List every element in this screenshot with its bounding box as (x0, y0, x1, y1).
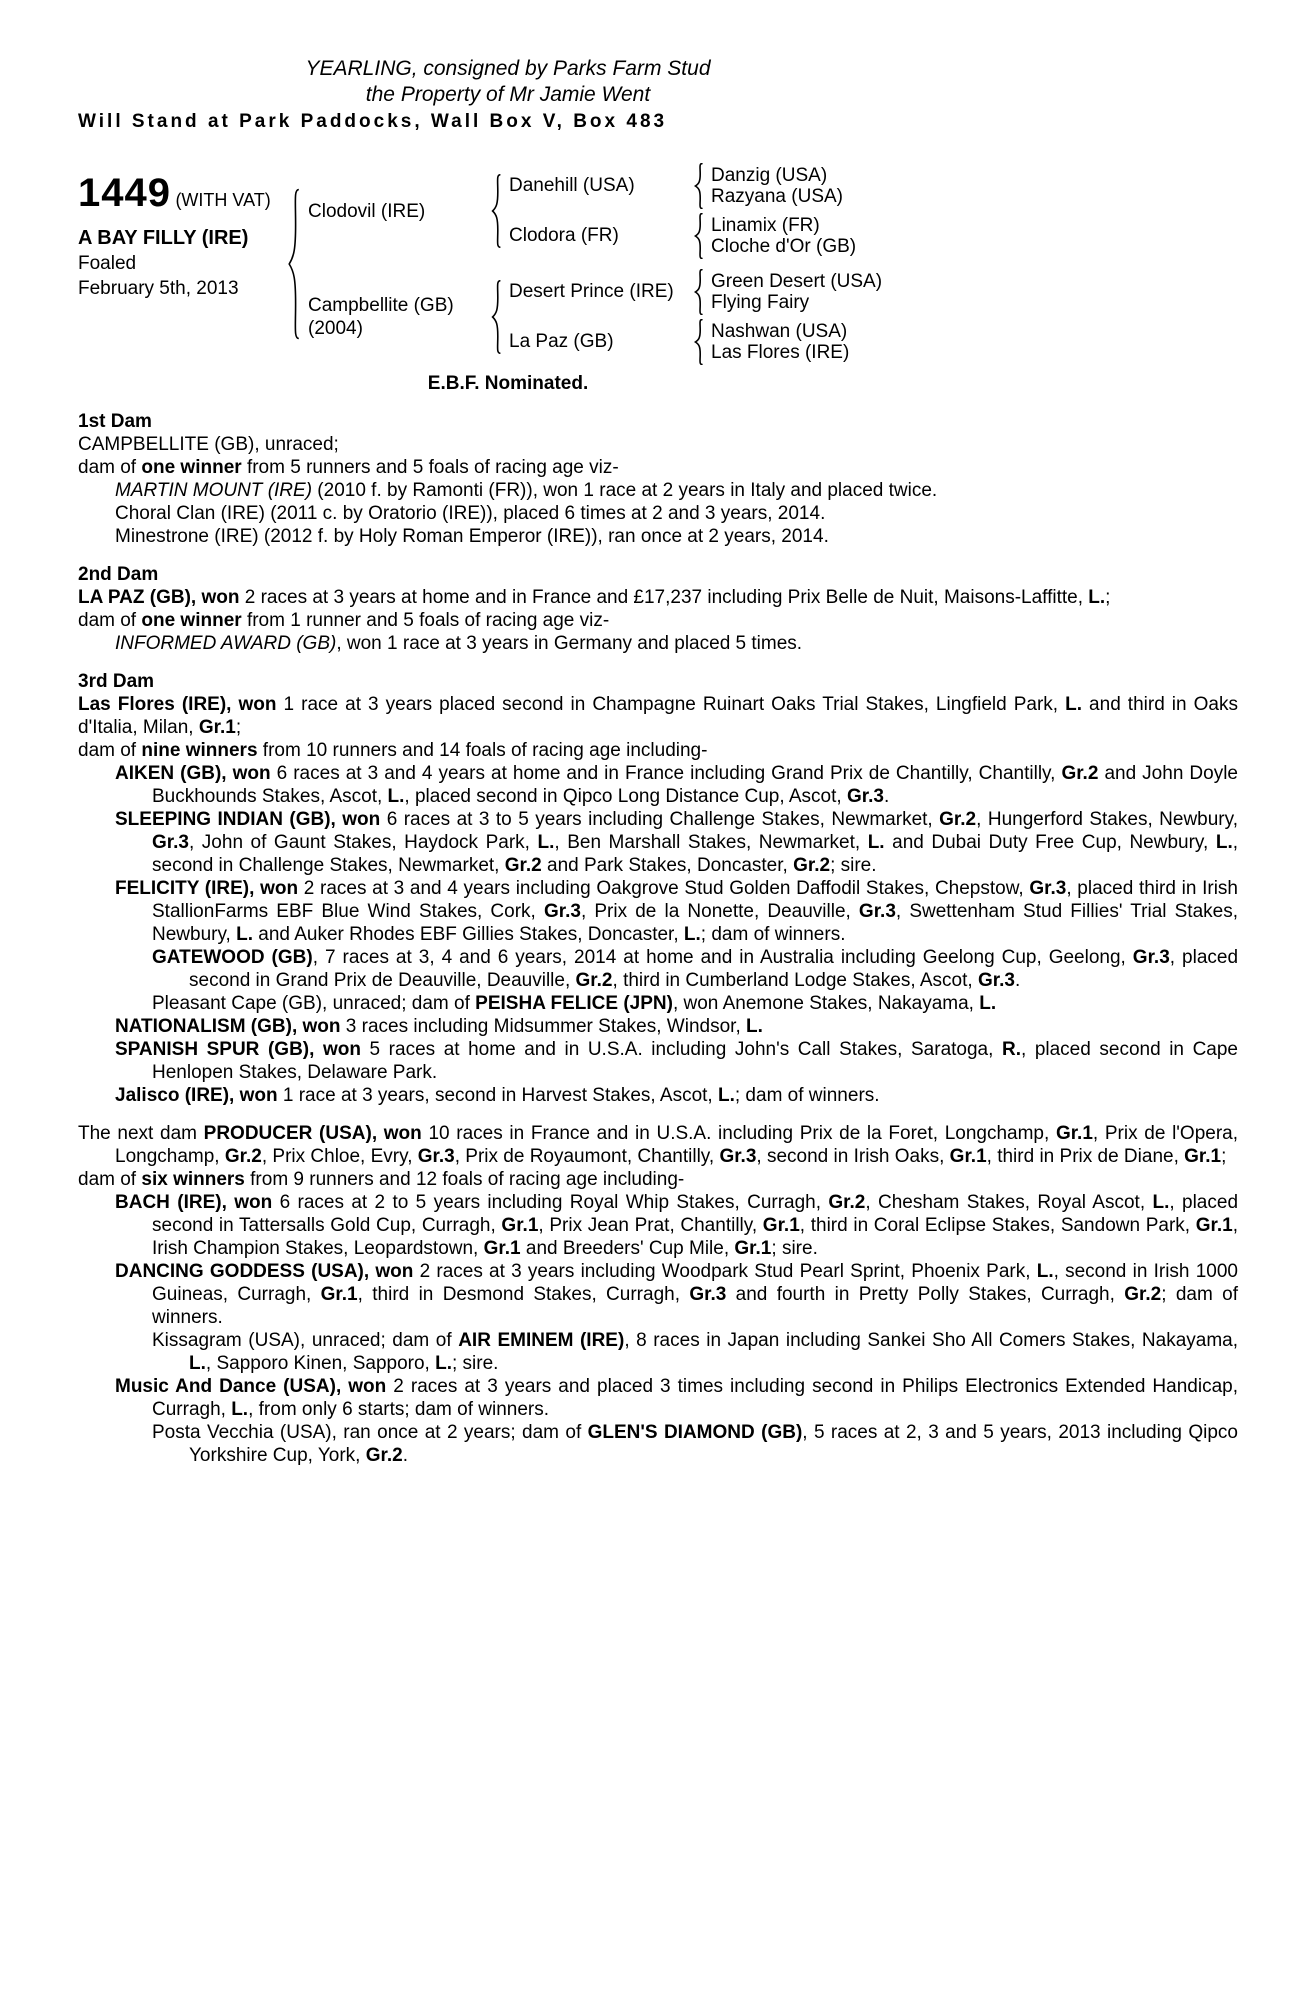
third-dam-section (78, 670, 1238, 1107)
progeny-sub-entry: Kissagram (USA), unraced; dam of AIR EMINEM (IRE), 8 races in Japan including Sankei Sho All Comers Stakes, Nakayama, L., Sapporo Kinen, Sapporo, L.; sire. (152, 1330, 1239, 1374)
progeny-entry: AIKEN (GB), won 6 races at 3 and 4 years at home and in France including Grand Prix de Chantilly, Chantilly, Gr.2 and John Doyle Buckhounds Stakes, Ascot, L., placed second in Qipco Long Distance Cup, Ascot, Gr.3. (115, 763, 1238, 807)
produce-summary-line: dam of nine winners from 10 runners and 14 foals of racing age including- (78, 740, 708, 761)
great-grandparent-name: Nashwan (USA) (711, 321, 848, 342)
lot-description: A BAY FILLY (IRE) (78, 227, 249, 249)
granddam-name: La Paz (GB) (509, 331, 614, 352)
sire-name: Clodovil (IRE) (308, 200, 426, 222)
progeny-sub-entry: Posta Vecchia (USA), ran once at 2 years; dam of GLEN'S DIAMOND (GB), 5 races at 2, 3 and 5 years, 2013 including Qipco Yorkshire Cup, York, Gr.2. (152, 1422, 1238, 1466)
progeny-entry: BACH (IRE), won 6 races at 2 to 5 years including Royal Whip Stakes, Curragh, Gr.2, Chesham Stakes, Royal Ascot, L., placed second in Tattersalls Gold Cup, Curragh, Gr.1, Prix Jean Prat, Chantilly, Gr.1, third in Coral Eclipse Stakes, Sandown Park, Gr.1, Irish Champion Stakes, Leopardstown, Gr.1 and Breeders' Cup Mile, Gr.1; sire. (115, 1192, 1239, 1259)
ebf-nominated-note: E.B.F. Nominated. (427, 373, 589, 394)
foaled-date: February 5th, 2013 (78, 278, 239, 299)
stand-location-line: Will Stand at Park Paddocks, Wall Box V, Box 483 (78, 111, 668, 132)
dam-year: (2004) (308, 318, 363, 339)
consignor-line: YEARLING, consigned by Parks Farm Stud (305, 57, 711, 80)
progeny-entry: INFORMED AWARD (GB), won 1 race at 3 years in Germany and placed 5 times. (115, 633, 803, 654)
progeny-entry: Jalisco (IRE), won 1 race at 3 years, second in Harvest Stakes, Ascot, L.; dam of winners. (115, 1085, 880, 1106)
catalogue-text (78, 410, 1238, 1467)
curly-brace-icon (286, 188, 302, 340)
grandparent-row (509, 213, 856, 259)
progeny-entry: DANCING GODDESS (USA), won 2 races at 3 years including Woodpark Stud Pearl Sprint, Phoenix Park, L., second in Irish 1000 Guineas, Curragh, Gr.1, third in Desmond Stakes, Curragh, Gr.3 and fourth in Pretty Polly Stakes, Curragh, Gr.2; dam of winners. (115, 1261, 1238, 1328)
section-heading: 3rd Dam (78, 671, 155, 692)
progeny-sub-entry: Pleasant Cape (GB), unraced; dam of PEISHA FELICE (JPN), won Anemone Stakes, Nakayama, L. (152, 993, 997, 1014)
produce-summary-line: dam of six winners from 9 runners and 12 foals of racing age including- (78, 1169, 685, 1190)
great-grandparent-name: Linamix (FR) (711, 215, 820, 236)
grandsire-name: Desert Prince (IRE) (509, 281, 674, 302)
dam-record-line: LA PAZ (GB), won 2 races at 3 years at home and in France and £17,237 including Prix Belle de Nuit, Maisons-Laffitte, L.; (78, 587, 1111, 608)
great-grandparent-name: Razyana (USA) (711, 186, 843, 207)
dam-record-line: CAMPBELLITE (GB), unraced; (78, 434, 339, 455)
lot-info (78, 163, 286, 365)
dam-record-line: The next dam PRODUCER (USA), won 10 races in France and in U.S.A. including Prix de la Foret, Longchamp, Gr.1, Prix de l'Opera, Longchamp, Gr.2, Prix Chloe, Evry, Gr.3, Prix de Royaumont, Chantilly, Gr.3, second in Irish Oaks, Gr.1, third in Prix de Diane, Gr.1; (78, 1123, 1239, 1167)
pedigree-tree (286, 163, 882, 365)
grandparent-row (509, 163, 856, 209)
progeny-entry: SLEEPING INDIAN (GB), won 6 races at 3 to 5 years including Challenge Stakes, Newmarket, Gr.2, Hungerford Stakes, Newbury, Gr.3, John of Gaunt Stakes, Haydock Park, L., Ben Marshall Stakes, Newmarket, L. and Dubai Duty Free Cup, Newbury, L., second in Challenge Stakes, Newmarket, Gr.2 and Park Stakes, Doncaster, Gr.2; sire. (115, 809, 1239, 876)
lot-number: 1449 (78, 171, 171, 215)
progeny-entry: Music And Dance (USA), won 2 races at 3 years and placed 3 times including second in Philips Electronics Extended Handicap, Curragh, L., from only 6 starts; dam of winners. (115, 1376, 1238, 1420)
dam-branch (308, 269, 882, 365)
grandsire-name: Danehill (USA) (509, 175, 635, 196)
property-line: the Property of Mr Jamie Went (365, 83, 651, 106)
curly-brace-icon (693, 319, 705, 365)
curly-brace-icon (490, 280, 503, 354)
progeny-entry: MARTIN MOUNT (IRE) (2010 f. by Ramonti (FR)), won 1 race at 2 years in Italy and placed twice. (115, 480, 938, 501)
grandparent-row (509, 269, 882, 315)
dam-name: Campbellite (GB) (308, 295, 454, 316)
dam-record-line: Las Flores (IRE), won 1 race at 3 years placed second in Champagne Ruinart Oaks Trial Stakes, Lingfield Park, L. and third in Oaks d'Italia, Milan, Gr.1; (78, 694, 1238, 738)
progeny-entry: Minestrone (IRE) (2012 f. by Holy Roman Emperor (IRE)), ran once at 2 years, 2014. (115, 526, 829, 547)
progeny-entry: FELICITY (IRE), won 2 races at 3 and 4 years including Oakgrove Stud Golden Daffodil Stakes, Chepstow, Gr.3, placed third in Irish StallionFarms EBF Blue Wind Stakes, Cork, Gr.3, Prix de la Nonette, Deauville, Gr.3, Swettenham Stud Fillies' Trial Stakes, Newbury, L. and Auker Rhodes EBF Gillies Stakes, Doncaster, L.; dam of winners. (115, 878, 1238, 945)
progeny-entry: Choral Clan (IRE) (2011 c. by Oratorio (IRE)), placed 6 times at 2 and 3 years, 2014. (115, 503, 826, 524)
curly-brace-icon (490, 174, 503, 248)
progeny-entry: NATIONALISM (GB), won 3 races including Midsummer Stakes, Windsor, L. (115, 1016, 763, 1037)
produce-summary-line: dam of one winner from 5 runners and 5 foals of racing age viz- (78, 457, 619, 478)
vat-note: (WITH VAT) (175, 190, 271, 210)
foaled-label: Foaled (78, 253, 137, 274)
section-heading: 1st Dam (78, 411, 152, 432)
produce-summary-line: dam of one winner from 1 runner and 5 foals of racing age viz- (78, 610, 610, 631)
curly-brace-icon (693, 269, 705, 315)
great-grandparent-name: Flying Fairy (711, 292, 810, 313)
first-dam-section (78, 410, 1238, 548)
great-grandparent-name: Danzig (USA) (711, 165, 828, 186)
great-grandparent-name: Las Flores (IRE) (711, 342, 850, 363)
second-dam-section (78, 563, 1238, 655)
sire-branch (308, 163, 882, 259)
granddam-name: Clodora (FR) (509, 225, 619, 246)
pedigree-chart (78, 163, 1238, 365)
curly-brace-icon (693, 163, 705, 209)
dam-name-block (308, 294, 484, 340)
great-grandparent-name: Cloche d'Or (GB) (711, 236, 857, 257)
progeny-sub-entry: GATEWOOD (GB), 7 races at 3, 4 and 6 years, 2014 at home and in Australia including Geelong Cup, Geelong, Gr.3, placed second in Grand Prix de Deauville, Deauville, Gr.2, third in Cumberland Lodge Stakes, Ascot, Gr.3. (152, 947, 1239, 991)
next-dam-section (78, 1122, 1238, 1467)
sire-name-block (308, 200, 484, 223)
curly-brace-icon (693, 213, 705, 259)
section-heading: 2nd Dam (78, 564, 159, 585)
great-grandparent-name: Green Desert (USA) (711, 271, 883, 292)
grandparent-row (509, 319, 882, 365)
lot-number-line (78, 171, 286, 216)
progeny-entry: SPANISH SPUR (GB), won 5 races at home and in U.S.A. including John's Call Stakes, Saratoga, R., placed second in Cape Henlopen Stakes, Delaware Park. (115, 1039, 1238, 1083)
page-header (78, 56, 938, 135)
